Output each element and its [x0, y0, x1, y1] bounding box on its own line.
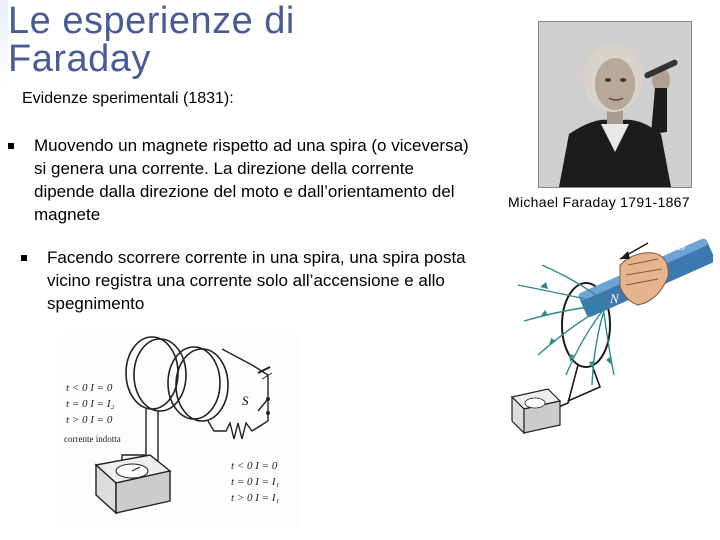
bullet-2-text: Facendo scorrere corrente in una spira, una spira posta vicino registra una corrente solo all’accensione e allo spegnimento: [47, 248, 466, 313]
bullet-1: [34, 134, 474, 226]
north-pole-label: N: [610, 291, 619, 306]
legend-top: [66, 380, 114, 428]
faraday-portrait: [538, 21, 692, 188]
title-accent-bar: [0, 0, 8, 88]
magnet-coil-diagram: [508, 225, 713, 440]
legend-caption: corrente indotta: [64, 434, 121, 444]
legend-top-row: t > 0 I = 0: [66, 414, 113, 426]
subtitle: Evidenze sperimentali (1831):: [22, 90, 234, 107]
legend-top-row: t = 0 I = I₂: [66, 398, 115, 410]
slide-title: [8, 2, 428, 78]
bullet-square-icon: [8, 143, 14, 149]
legend-bottom: [231, 458, 279, 506]
bullet-square-icon: [21, 255, 27, 261]
bullet-2: [47, 246, 497, 315]
title-line-2: Faraday: [8, 38, 151, 80]
switch-label: S: [242, 393, 249, 408]
bullet-1-text: Muovendo un magnete rispetto ad una spira (o viceversa) si genera una corrente. La direzione della corrente dipende dalla direzione del moto e dall’orientamento del magnete: [34, 136, 469, 224]
portrait-image: [539, 22, 691, 187]
south-pole-label: S: [678, 239, 685, 254]
portrait-caption: Michael Faraday 1791-1867: [508, 194, 690, 210]
legend-bottom-row: t = 0 I = I₁: [231, 476, 280, 488]
magnet-coil-drawing: [508, 225, 713, 440]
title-line-1: Le esperienze di: [8, 0, 295, 42]
legend-bottom-row: t > 0 I = I₁: [231, 492, 280, 504]
legend-bottom-row: t < 0 I = 0: [231, 460, 278, 472]
legend-top-row: t < 0 I = 0: [66, 382, 113, 394]
